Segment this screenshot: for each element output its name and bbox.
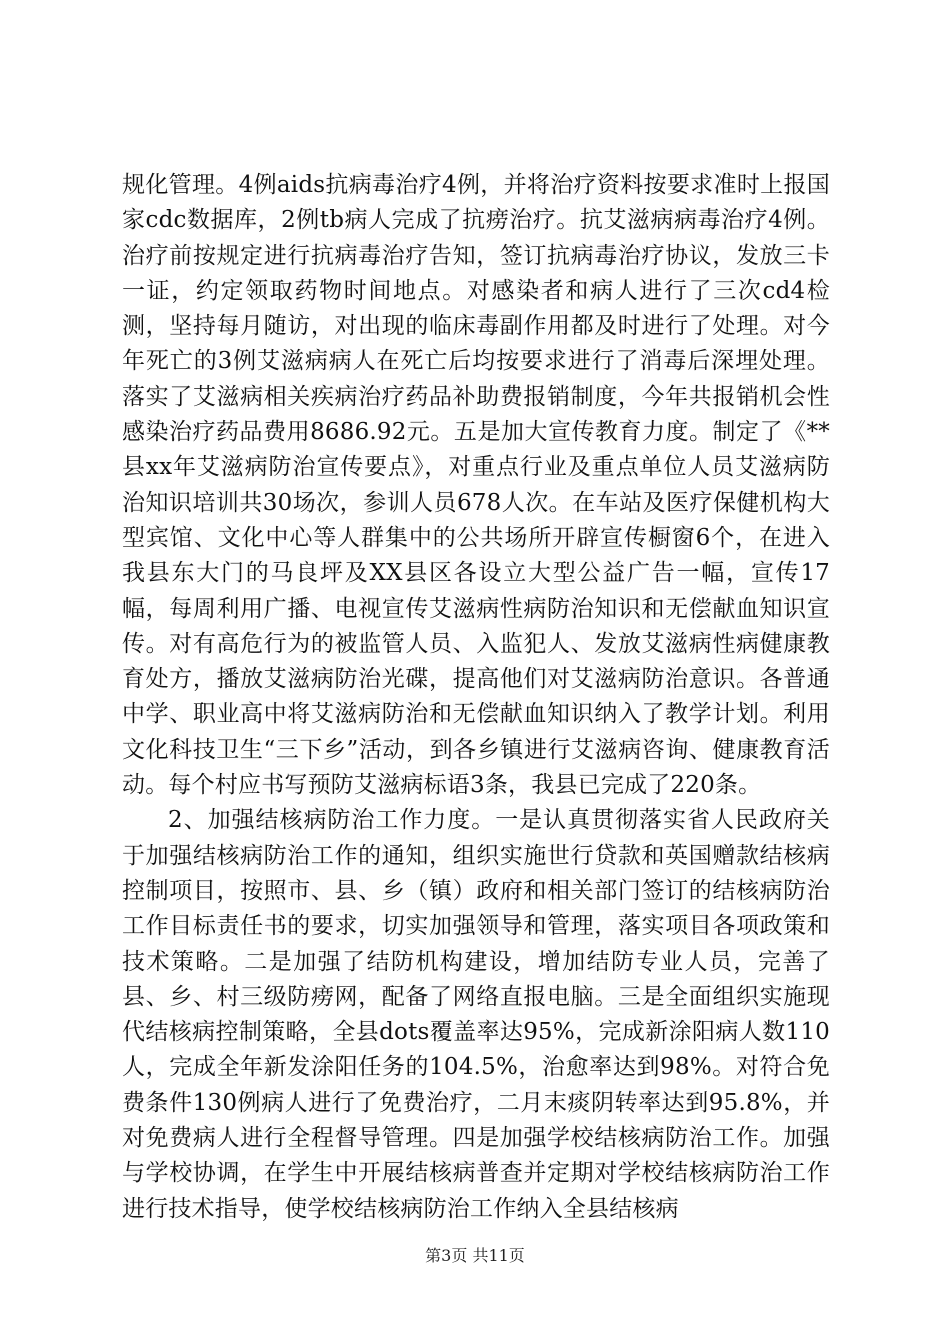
- document-body: [122, 168, 830, 1227]
- page-footer: 第3页 共11页: [425, 1246, 525, 1265]
- paragraph-1: 规化管理。4例aids抗病毒治疗4例，并将治疗资料按要求准时上报国家cdc数据库，2例tb病人完成了抗痨治疗。抗艾滋病病毒治疗4例。治疗前按规定进行抗病毒治疗告知，签订抗病毒治疗协议，发放三卡一证，约定领取药物时间地点。对感染者和病人进行了三次cd4检测，坚持每月随访，对出现的临床毒副作用都及时进行了处理。对今年死亡的3例艾滋病病人在死亡后均按要求进行了消毒后深埋处理。落实了艾滋病相关疾病治疗药品补助费报销制度，今年共报销机会性感染治疗药品费用8686.92元。五是加大宣传教育力度。制定了《**县xx年艾滋病防治宣传要点》，对重点行业及重点单位人员艾滋病防治知识培训共30场次，参训人员678人次。在车站及医疗保健机构大型宾馆、文化中心等人群集中的公共场所开辟宣传橱窗6个，在进入我县东大门的马良坪及XX县区各设立大型公益广告一幅，宣传17幅，每周利用广播、电视宣传艾滋病性病防治知识和无偿献血知识宣传。对有高危行为的被监管人员、入监犯人、发放艾滋病性病健康教育处方，播放艾滋病防治光碟，提高他们对艾滋病防治意识。各普通中学、职业高中将艾滋病防治和无偿献血知识纳入了教学计划。利用文化科技卫生“三下乡”活动，到各乡镇进行艾滋病咨询、健康教育活动。每个村应书写预防艾滋病标语3条，我县已完成了220条。: [122, 172, 830, 799]
- paragraph-2: 2、加强结核病防治工作力度。一是认真贯彻落实省人民政府关于加强结核病防治工作的通知，组织实施世行贷款和英国赠款结核病控制项目，按照市、县、乡（镇）政府和相关部门签订的结核病防治工作目标责任书的要求，切实加强领导和管理，落实项目各项政策和技术策略。二是加强了结防机构建设，增加结防专业人员，完善了县、乡、村三级防痨网，配备了网络直报电脑。三是全面组织实施现代结核病控制策略，全县dots覆盖率达95%，完成新涂阳病人数110人，完成全年新发涂阳任务的104.5%，治愈率达到98%。对符合免费条件130例病人进行了免费治疗，二月末痰阴转率达到95.8%，并对免费病人进行全程督导管理。四是加强学校结核病防治工作。加强与学校协调，在学生中开展结核病普查并定期对学校结核病防治工作进行技术指导，使学校结核病防治工作纳入全县结核病: [122, 807, 830, 1222]
